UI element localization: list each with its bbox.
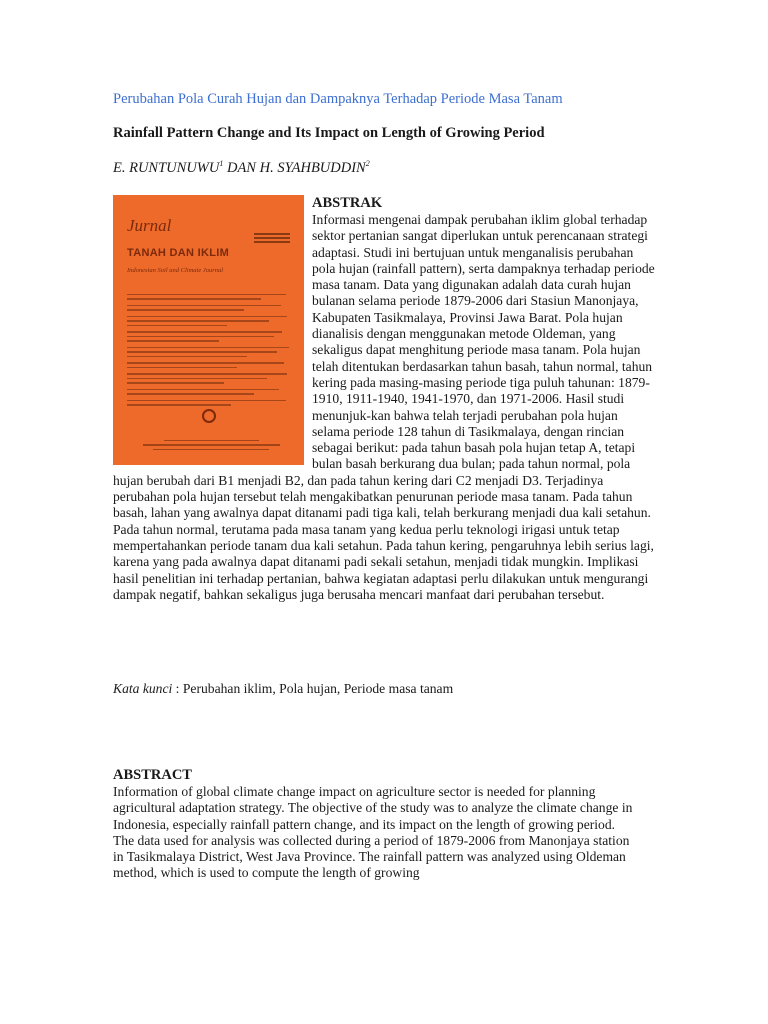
abstract-section — [113, 766, 638, 882]
keywords-value: Perubahan iklim, Pola hujan, Periode masa tanam — [182, 681, 454, 696]
cover-table-of-contents — [127, 294, 294, 406]
keywords-label: Kata kunci — [113, 681, 173, 696]
seal-emblem-icon — [202, 409, 216, 423]
journal-word: Jurnal — [127, 216, 172, 235]
author-1-affiliation: 1 — [219, 159, 224, 168]
abstrak-text: Informasi mengenai dampak perubahan iklim global terhadap sektor pertanian sangat diperlukan untuk perencanaan strategi adaptasi. Studi ini bertujuan untuk menganalisis perubahan pola hujan (rainfall pattern), serta dampaknya terhadap periode masa tanam. Data yang digunakan adalah data curah hujan bulanan selama periode 1879-2006 dari Stasiun Manonjaya, Kabupaten Tasikmalaya, Provinsi Jawa Barat. Pola hujan dianalisis dengan menggunakan metode Oldeman, yang sekaligus dapat menghitung periode masa tanam. Pola hujan telah ditentukan berdasarkan tahun basah, tahun normal, tahun kering pada masing-masing periode tiga puluh tahunan: 1879-1910, 1911-1940, 1941-1970, dan 1971-2006. Hasil studi menunjuk-kan bahwa telah terjadi perubahan pola hujan selama periode 128 tahun di Tasikmalaya, dengan rincian sebagai berikut: pada tahun basah pola hujan tetap A, tetapi bulan basah berkurang dua bulan; pada tahun normal, pola hujan berubah dari B1 menjadi B2, dan pada tahun kering dari C2 menjadi D3. Terjadinya perubahan pola hujan tersebut telah mengakibatkan penurunan periode masa tanam. Pada tahun basah, lahan yang awalnya dapat ditanami padi tiga kali, telah berkurang menjadi dua kali setahun. Pada tahun normal, terutama pada masa tanam yang kedua perlu teknologi irigasi untuk tetap mempertahankan periode tanam dua kali setahun. Pada tahun kering, pengaruhnya lebih serius lagi, karena yang pada awalnya dapat ditanami padi sekali setahun, menjadi tidak mungkin. Implikasi hasil penelitian ini terhadap pertanian, bahwa kegiatan adaptasi perlu dilakukan untuk mengurangi dampak negatif, bahkan sekaligus juga berusaha mencari manfaat dari perubahan tersebut. — [113, 212, 655, 602]
title-english: Rainfall Pattern Change and Its Impact on Length of Growing Period — [113, 125, 545, 141]
authors-line — [113, 159, 370, 177]
abstrak-heading: ABSTRAK — [312, 195, 383, 211]
author-1: E. RUNTUNUWU — [113, 159, 220, 176]
journal-subtitle: Indonesian Soil and Climate Journal — [127, 267, 224, 275]
abstract-heading: ABSTRACT — [113, 767, 192, 783]
issn-lines — [254, 233, 290, 245]
author-2: DAN H. SYAHBUDDIN — [223, 159, 366, 176]
title-indonesian: Perubahan Pola Curah Hujan dan Dampaknya Terhadap Periode Masa Tanam — [113, 91, 563, 107]
abstract-text: Information of global climate change impact on agriculture sector is needed for planning agricultural adaptation strategy. The objective of the study was to analyze the climate change in Indonesia, especially rainfall pattern change, and its impact on the length of growing period. The data used for analysis was collected during a period of 1879-2006 from Manonjaya station in Tasikmalaya District, West Java Province. The rainfall pattern was analyzed using Oldeman method, which is used to compute the length of growing — [113, 784, 633, 881]
cover-publisher-lines — [143, 440, 280, 454]
journal-cover-image — [113, 195, 304, 465]
abstrak-section — [113, 194, 658, 603]
keywords-separator: : — [172, 681, 183, 696]
author-2-affiliation: 2 — [365, 159, 370, 168]
keywords-line — [113, 681, 453, 697]
journal-title: TANAH DAN IKLIM — [127, 247, 230, 259]
